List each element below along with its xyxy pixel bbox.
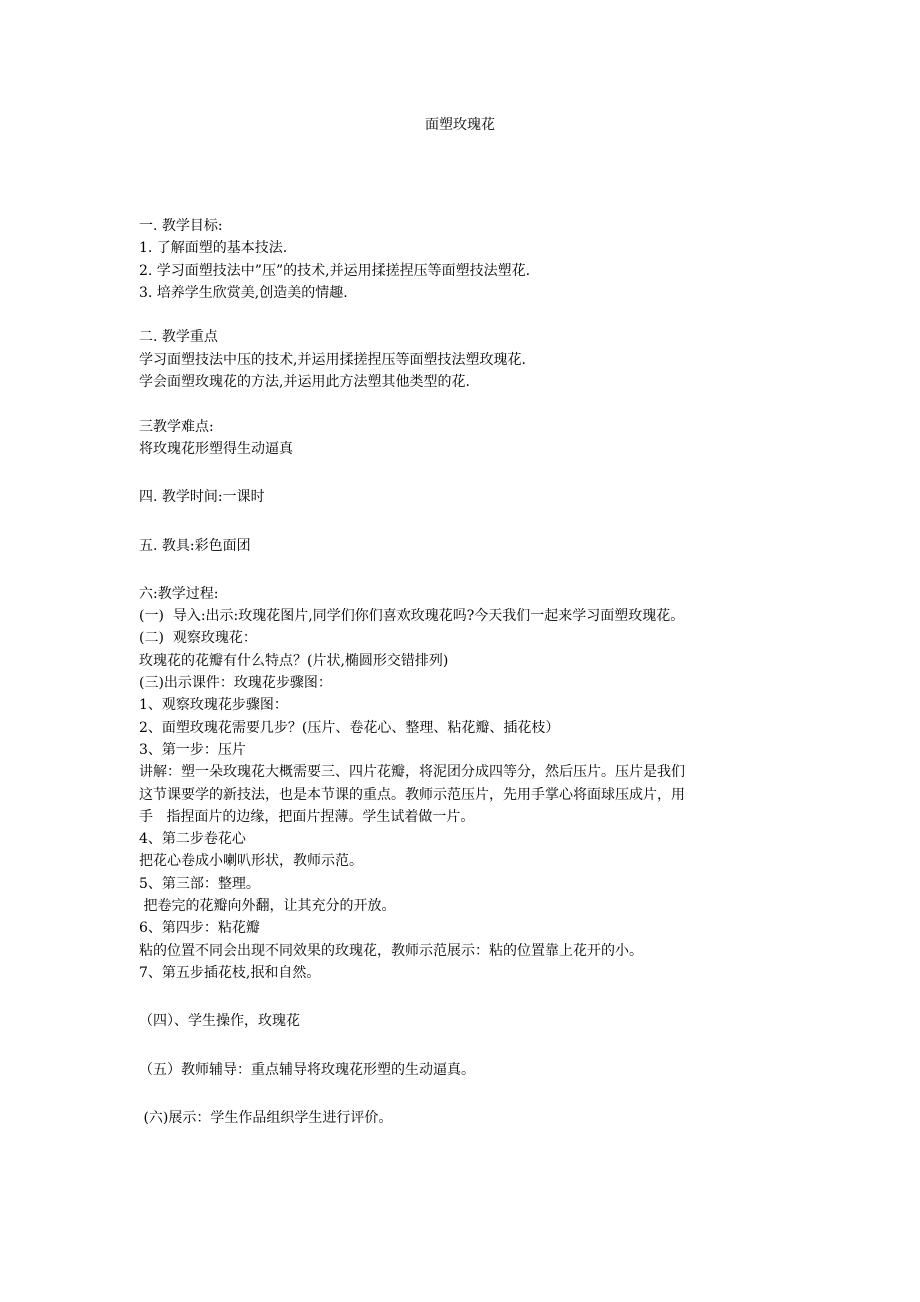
explain-line-1: 讲解：塑一朵玫瑰花大概需要三、四片花瓣，将泥团分成四等分，然后压片。压片是我们 xyxy=(139,764,685,781)
process-line-2: (二) 观察玫瑰花： xyxy=(139,630,257,647)
key-point-item-2: 学会面塑玫瑰花的方法,并运用此方法塑其他类型的花. xyxy=(139,374,470,391)
process-step-line-1: 4、第二步卷花心 xyxy=(139,831,246,848)
process-step-line-7: 7、第五步插花枝,抿和自然。 xyxy=(139,964,321,981)
process-line-1: (一) 导入:出示:玫瑰花图片,同学们你们喜欢玫瑰花吗?今天我们一起来学习面塑玫瑰花。 xyxy=(139,608,685,625)
goals-heading: 一. 教学目标: xyxy=(139,218,223,234)
document-title: 面塑玫瑰花 xyxy=(425,117,495,133)
time-heading: 四. 教学时间:一课时 xyxy=(139,489,265,506)
process-line-4: (三)出示课件：玫瑰花步骤图： xyxy=(139,675,332,692)
goal-item-3: 3. 培养学生欣赏美,创造美的情趣. xyxy=(139,284,348,301)
difficulty-heading: 三教学难点: xyxy=(139,418,214,435)
process-line-7: 3、第一步：压片 xyxy=(139,741,246,758)
explain-line-2: 这节课要学的新技法，也是本节课的重点。教师示范压片，先用手掌心将面球压成片，用 xyxy=(139,786,685,803)
goal-item-2: 2. 学习面塑技法中”压”的技术,并运用揉搓捏压等面塑技法塑花. xyxy=(139,262,531,279)
process-line-6: 2、面塑玫瑰花需要几步？(压片、卷花心、整理、粘花瓣、插花枝） xyxy=(139,719,560,736)
key-points-heading: 二. 教学重点 xyxy=(139,329,218,346)
tools-heading: 五. 教具:彩色面团 xyxy=(139,537,251,554)
explain-line-3: 手 指捏面片的边缘，把面片捏薄。学生试着做一片。 xyxy=(139,808,475,825)
document-body xyxy=(139,215,779,1129)
difficulty-item-1: 将玫瑰花形塑得生动逼真 xyxy=(139,440,293,457)
key-point-item-1: 学习面塑技法中压的技术,并运用揉搓捏压等面塑技法塑玫瑰花. xyxy=(139,351,526,368)
display-line: (六)展示：学生作品组织学生进行评价。 xyxy=(139,1109,393,1126)
goal-item-1: 1. 了解面塑的基本技法. xyxy=(139,240,288,257)
teacher-help-line: （五）教师辅导：重点辅导将玫瑰花形塑的生动逼真。 xyxy=(139,1061,475,1078)
process-step-line-3: 5、第三部：整理。 xyxy=(139,875,260,892)
process-step-line-2: 把花心卷成小喇叭形状，教师示范。 xyxy=(139,853,363,870)
process-step-line-4: 把卷完的花瓣向外翻，让其充分的开放。 xyxy=(139,898,396,915)
process-heading: 六:教学过程: xyxy=(139,585,219,602)
process-line-3: 玫瑰花的花瓣有什么特点？(片状,椭圆形交错排列) xyxy=(139,652,449,669)
process-step-line-5: 6、第四步：粘花瓣 xyxy=(139,920,260,937)
process-line-5: 1、观察玫瑰花步骤图： xyxy=(139,697,288,714)
student-operation-line: （四）、学生操作，玫瑰花 xyxy=(139,1013,300,1030)
process-step-line-6: 粘的位置不同会出现不同效果的玫瑰花，教师示范展示：粘的位置靠上花开的小。 xyxy=(139,942,643,959)
